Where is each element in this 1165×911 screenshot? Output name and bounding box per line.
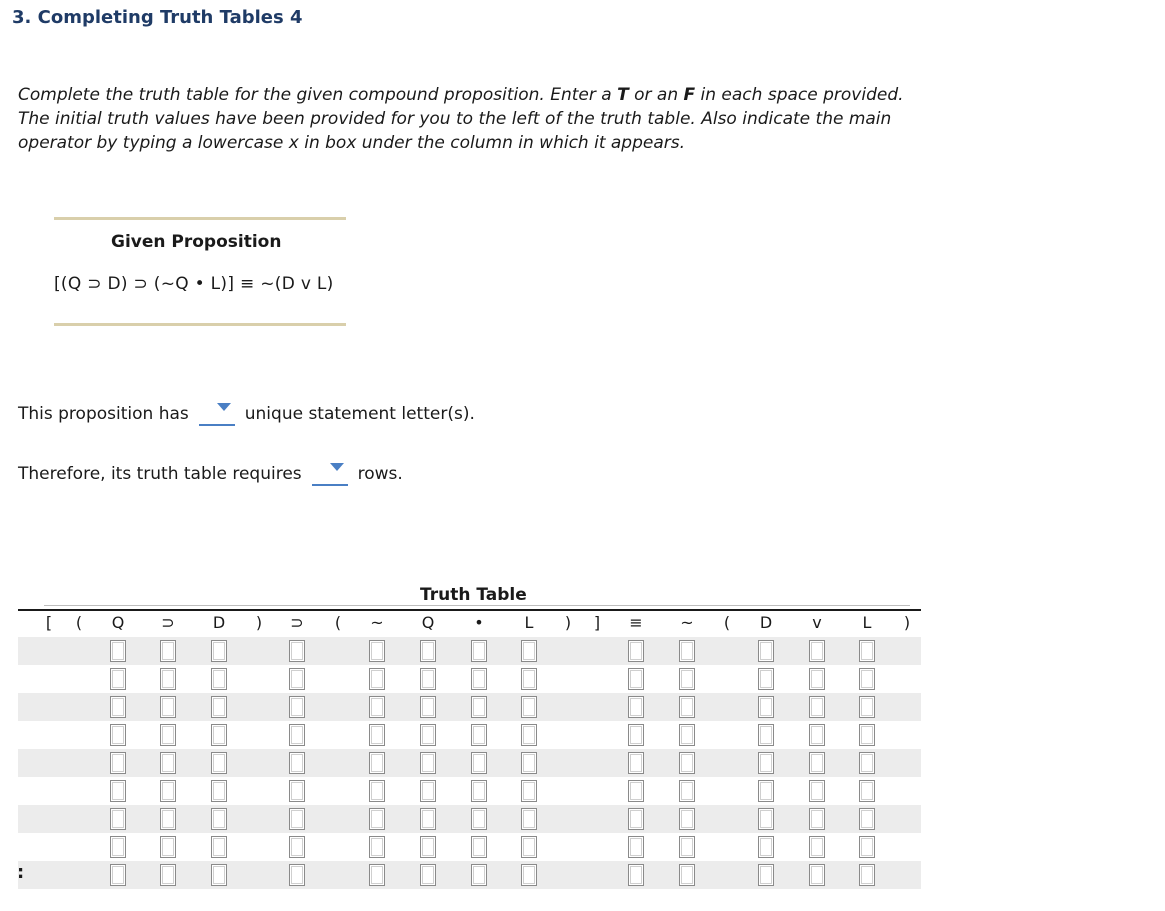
- truth-value-input[interactable]: [679, 668, 695, 690]
- truth-value-input[interactable]: [521, 836, 537, 858]
- truth-value-input[interactable]: [211, 668, 227, 690]
- truth-value-input[interactable]: [809, 696, 825, 718]
- instructions: [18, 83, 918, 155]
- truth-value-input[interactable]: [110, 808, 126, 830]
- column-header: •: [474, 613, 484, 632]
- column-header: ]: [593, 613, 601, 632]
- truth-value-input[interactable]: [211, 864, 227, 886]
- truth-value-input[interactable]: [679, 808, 695, 830]
- truth-value-input[interactable]: [628, 780, 644, 802]
- truth-value-input[interactable]: [160, 808, 176, 830]
- letters-question-after: unique statement letter(s).: [244, 404, 475, 424]
- column-header: (: [723, 613, 731, 632]
- truth-value-input[interactable]: [521, 864, 537, 886]
- truth-value-input[interactable]: [289, 696, 305, 718]
- truth-value-input[interactable]: [859, 668, 875, 690]
- table-row: [18, 721, 921, 749]
- column-header: ⊃: [161, 613, 175, 632]
- letters-question: [18, 400, 475, 424]
- truth-value-input[interactable]: [758, 780, 774, 802]
- truth-value-input[interactable]: [211, 640, 227, 662]
- truth-value-input[interactable]: [521, 640, 537, 662]
- table-row: [18, 805, 921, 833]
- truth-value-input[interactable]: [211, 836, 227, 858]
- truth-value-input[interactable]: [471, 864, 487, 886]
- table-row: [18, 833, 921, 861]
- truth-value-input[interactable]: [809, 724, 825, 746]
- letters-count-dropdown[interactable]: [199, 402, 235, 426]
- truth-value-input[interactable]: [758, 668, 774, 690]
- truth-value-input[interactable]: [471, 668, 487, 690]
- truth-value-input[interactable]: [521, 808, 537, 830]
- truth-value-input[interactable]: [628, 808, 644, 830]
- truth-value-input[interactable]: [859, 724, 875, 746]
- rows-question: [18, 460, 403, 484]
- truth-value-input[interactable]: [369, 836, 385, 858]
- given-top-rule: [54, 217, 346, 220]
- truth-value-input[interactable]: [679, 780, 695, 802]
- column-header: ~: [680, 613, 694, 632]
- column-header: D: [212, 613, 226, 632]
- truth-value-input[interactable]: [628, 752, 644, 774]
- column-header: v: [812, 613, 822, 632]
- truth-value-input[interactable]: [809, 640, 825, 662]
- truth-value-input[interactable]: [289, 640, 305, 662]
- truth-value-input[interactable]: [289, 836, 305, 858]
- given-heading: Given Proposition: [111, 232, 282, 252]
- given-bottom-rule: [54, 323, 346, 326]
- column-header: L: [862, 613, 872, 632]
- truth-value-input[interactable]: [758, 640, 774, 662]
- truth-table-top-rule: [44, 605, 910, 606]
- truth-value-input[interactable]: [369, 724, 385, 746]
- truth-value-input[interactable]: [110, 668, 126, 690]
- truth-value-input[interactable]: [758, 752, 774, 774]
- truth-table-title: Truth Table: [420, 585, 527, 605]
- rows-question-after: rows.: [357, 464, 403, 484]
- truth-value-input[interactable]: [211, 696, 227, 718]
- truth-value-input[interactable]: [110, 696, 126, 718]
- truth-value-input[interactable]: [521, 752, 537, 774]
- column-header: ): [255, 613, 263, 632]
- given-proposition: [(Q ⊃ D) ⊃ (~Q • L)] ≡ ~(D v L): [54, 274, 334, 294]
- truth-value-input[interactable]: [420, 780, 436, 802]
- truth-value-input[interactable]: [420, 808, 436, 830]
- truth-value-input[interactable]: [809, 808, 825, 830]
- truth-value-input[interactable]: [369, 696, 385, 718]
- truth-value-input[interactable]: [809, 752, 825, 774]
- column-header: D: [759, 613, 773, 632]
- truth-value-input[interactable]: [859, 696, 875, 718]
- column-header: (: [334, 613, 342, 632]
- truth-value-input[interactable]: [758, 836, 774, 858]
- table-row: [18, 665, 921, 693]
- column-header: L: [524, 613, 534, 632]
- column-header: ⊃: [290, 613, 304, 632]
- truth-value-input[interactable]: [628, 640, 644, 662]
- truth-value-input[interactable]: [471, 836, 487, 858]
- truth-value-input[interactable]: [859, 752, 875, 774]
- truth-value-input[interactable]: [809, 780, 825, 802]
- truth-value-input[interactable]: [809, 864, 825, 886]
- truth-value-input[interactable]: [521, 696, 537, 718]
- truth-value-input[interactable]: [420, 752, 436, 774]
- truth-value-input[interactable]: [628, 836, 644, 858]
- truth-value-input[interactable]: [420, 696, 436, 718]
- truth-value-input[interactable]: [471, 808, 487, 830]
- truth-value-input[interactable]: [160, 836, 176, 858]
- truth-value-input[interactable]: [521, 724, 537, 746]
- truth-value-input[interactable]: [369, 808, 385, 830]
- truth-value-input[interactable]: [110, 752, 126, 774]
- row-marker: :: [17, 862, 25, 883]
- truth-value-input[interactable]: [110, 864, 126, 886]
- truth-value-input[interactable]: [628, 724, 644, 746]
- truth-value-input[interactable]: [289, 724, 305, 746]
- truth-value-input[interactable]: [859, 780, 875, 802]
- truth-value-input[interactable]: [471, 752, 487, 774]
- table-row: [18, 777, 921, 805]
- instructions-text-3: in each space provided. The initial truth values have been provided for you to the left of the truth table. Also indicate the main operator by typing a lowercase x in box under the column in which it appears.: [18, 85, 904, 153]
- truth-value-input[interactable]: [521, 780, 537, 802]
- truth-value-input[interactable]: [809, 836, 825, 858]
- truth-value-input[interactable]: [679, 724, 695, 746]
- column-header: Q: [111, 613, 125, 632]
- column-header: [: [45, 613, 53, 632]
- truth-value-input[interactable]: [369, 780, 385, 802]
- truth-value-input[interactable]: [160, 864, 176, 886]
- letters-question-before: This proposition has: [18, 404, 189, 424]
- truth-value-input[interactable]: [211, 752, 227, 774]
- truth-value-input[interactable]: [369, 640, 385, 662]
- table-row: [18, 749, 921, 777]
- truth-value-input[interactable]: [471, 780, 487, 802]
- truth-value-input[interactable]: [679, 836, 695, 858]
- page-title: 3. Completing Truth Tables 4: [12, 7, 303, 28]
- truth-value-input[interactable]: [420, 836, 436, 858]
- column-header: ): [564, 613, 572, 632]
- truth-value-input[interactable]: [369, 668, 385, 690]
- truth-value-input[interactable]: [859, 836, 875, 858]
- truth-value-input[interactable]: [160, 696, 176, 718]
- truth-table-header-rule: [18, 609, 921, 611]
- truth-value-input[interactable]: [420, 668, 436, 690]
- truth-value-input[interactable]: [859, 808, 875, 830]
- truth-value-input[interactable]: [859, 640, 875, 662]
- truth-value-input[interactable]: [471, 640, 487, 662]
- truth-value-input[interactable]: [679, 640, 695, 662]
- truth-value-input[interactable]: [679, 752, 695, 774]
- column-header: ): [903, 613, 911, 632]
- truth-value-input[interactable]: [110, 836, 126, 858]
- truth-value-input[interactable]: [758, 864, 774, 886]
- rows-count-dropdown[interactable]: [312, 462, 348, 486]
- truth-value-input[interactable]: [809, 668, 825, 690]
- truth-value-input[interactable]: [628, 696, 644, 718]
- instructions-text-2: or an: [628, 85, 684, 105]
- truth-value-input[interactable]: [758, 808, 774, 830]
- rows-question-before: Therefore, its truth table requires: [18, 464, 302, 484]
- truth-value-input[interactable]: [679, 864, 695, 886]
- truth-value-input[interactable]: [679, 696, 695, 718]
- dropdown-arrow-icon: [330, 463, 344, 471]
- truth-value-input[interactable]: [471, 724, 487, 746]
- truth-value-input[interactable]: [160, 780, 176, 802]
- truth-value-input[interactable]: [758, 724, 774, 746]
- truth-value-input[interactable]: [211, 724, 227, 746]
- column-header: (: [75, 613, 83, 632]
- truth-value-input[interactable]: [369, 752, 385, 774]
- dropdown-arrow-icon: [217, 403, 231, 411]
- truth-value-input[interactable]: [289, 752, 305, 774]
- truth-value-input[interactable]: [110, 640, 126, 662]
- truth-value-input[interactable]: [160, 752, 176, 774]
- truth-value-input[interactable]: [289, 864, 305, 886]
- truth-value-input[interactable]: [628, 668, 644, 690]
- table-row: [18, 861, 921, 889]
- truth-value-input[interactable]: [160, 640, 176, 662]
- column-header: ~: [370, 613, 384, 632]
- truth-value-input[interactable]: [420, 640, 436, 662]
- truth-value-input[interactable]: [160, 668, 176, 690]
- truth-value-input[interactable]: [211, 808, 227, 830]
- column-header: Q: [421, 613, 435, 632]
- truth-value-input[interactable]: [211, 780, 227, 802]
- truth-value-input[interactable]: [289, 780, 305, 802]
- truth-value-input[interactable]: [420, 864, 436, 886]
- truth-value-input[interactable]: [369, 864, 385, 886]
- truth-value-input[interactable]: [471, 696, 487, 718]
- instructions-text-1: Complete the truth table for the given compound proposition. Enter a: [18, 85, 618, 105]
- truth-value-input[interactable]: [521, 668, 537, 690]
- truth-value-input[interactable]: [420, 724, 436, 746]
- table-row: [18, 637, 921, 665]
- truth-value-input[interactable]: [160, 724, 176, 746]
- truth-value-input[interactable]: [289, 808, 305, 830]
- truth-value-input[interactable]: [289, 668, 305, 690]
- table-row: [18, 693, 921, 721]
- instructions-t: T: [617, 85, 629, 105]
- truth-value-input[interactable]: [758, 696, 774, 718]
- truth-value-input[interactable]: [110, 724, 126, 746]
- truth-value-input[interactable]: [110, 780, 126, 802]
- truth-value-input[interactable]: [859, 864, 875, 886]
- instructions-f: F: [683, 85, 696, 105]
- truth-value-input[interactable]: [628, 864, 644, 886]
- column-header: ≡: [629, 613, 643, 632]
